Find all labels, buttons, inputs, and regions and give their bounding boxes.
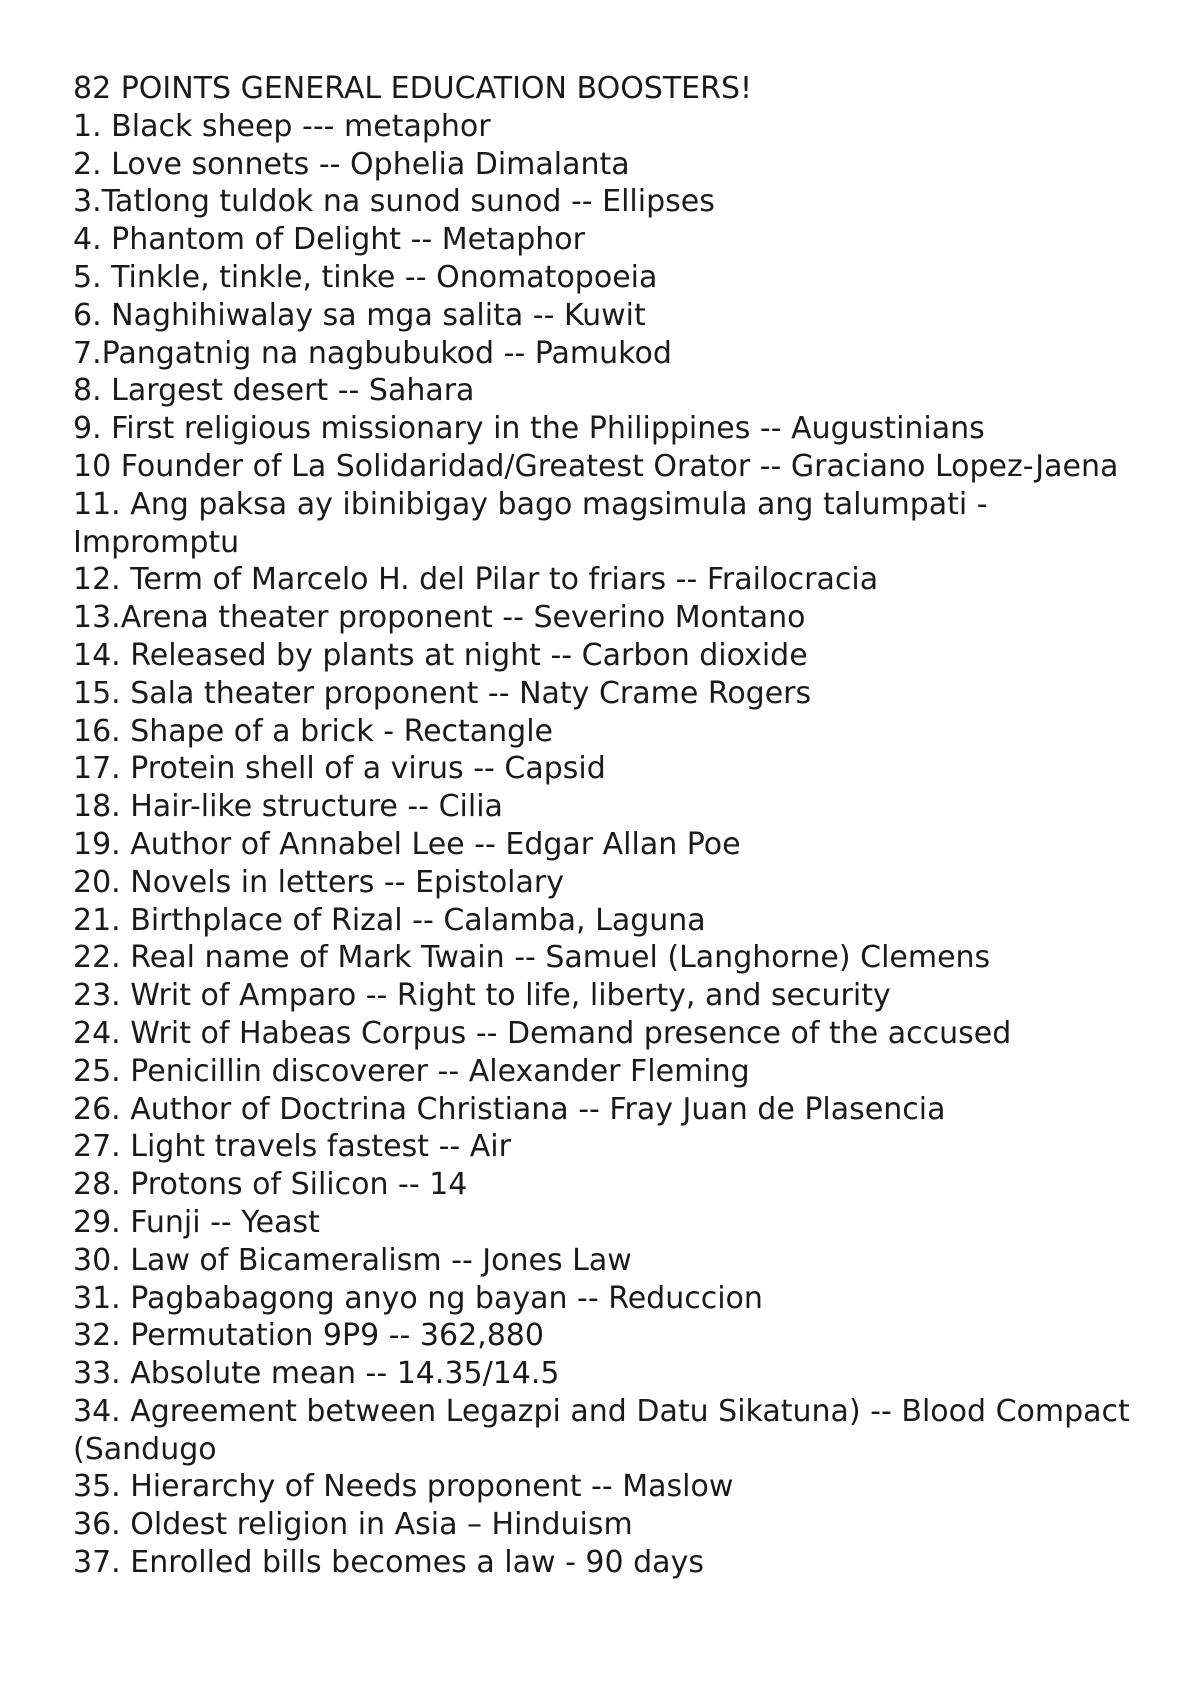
- list-item: 15. Sala theater proponent -- Naty Crame Rogers: [73, 675, 812, 711]
- list-item: 30. Law of Bicameralism -- Jones Law: [73, 1242, 632, 1278]
- list-item: 19. Author of Annabel Lee -- Edgar Allan Poe: [73, 826, 741, 862]
- list-item: 34. Agreement between Legazpi and Datu Sikatuna) -- Blood Compact (Sandugo: [73, 1393, 1130, 1467]
- list-item: 18. Hair-like structure -- Cilia: [73, 789, 503, 825]
- list-item: 12. Term of Marcelo H. del Pilar to friars -- Frailocracia: [73, 562, 879, 598]
- list-item: 23. Writ of Amparo -- Right to life, liberty, and security: [73, 978, 891, 1014]
- list-item: 29. Funji -- Yeast: [73, 1204, 320, 1240]
- list-item: 7.Pangatnig na nagbubukod -- Pamukod: [73, 335, 672, 371]
- document-body: [73, 70, 1133, 1582]
- list-item: 11. Ang paksa ay ibinibigay bago magsimula ang talumpati - Impromptu: [73, 486, 988, 560]
- list-item: 32. Permutation 9P9 -- 362,880: [73, 1318, 544, 1354]
- list-item: 1. Black sheep --- metaphor: [73, 108, 491, 144]
- list-item: 10 Founder of La Solidaridad/Greatest Orator -- Graciano Lopez-Jaena: [73, 448, 1119, 484]
- list-item: 31. Pagbabagong anyo ng bayan -- Reduccion: [73, 1280, 763, 1316]
- list-item: 3.Tatlong tuldok na sunod sunod -- Ellipses: [73, 184, 715, 220]
- list-item: 6. Naghihiwalay sa mga salita -- Kuwit: [73, 297, 646, 333]
- list-item: 16. Shape of a brick - Rectangle: [73, 713, 554, 749]
- list-item: 13.Arena theater proponent -- Severino Montano: [73, 600, 806, 636]
- list-item: 26. Author of Doctrina Christiana -- Fray Juan de Plasencia: [73, 1091, 946, 1127]
- list-item: 9. First religious missionary in the Philippines -- Augustinians: [73, 411, 985, 447]
- list-item: 22. Real name of Mark Twain -- Samuel (Langhorne) Clemens: [73, 940, 991, 976]
- list-item: 5. Tinkle, tinkle, tinke -- Onomatopoeia: [73, 259, 658, 295]
- list-item: 17. Protein shell of a virus -- Capsid: [73, 751, 606, 787]
- document-title: 82 POINTS GENERAL EDUCATION BOOSTERS!: [73, 71, 753, 106]
- list-item: 33. Absolute mean -- 14.35/14.5: [73, 1356, 560, 1392]
- list-item: 8. Largest desert -- Sahara: [73, 373, 475, 409]
- list-item: 21. Birthplace of Rizal -- Calamba, Laguna: [73, 902, 706, 938]
- list-item: 14. Released by plants at night -- Carbon dioxide: [73, 637, 808, 673]
- list-item: 28. Protons of Silicon -- 14: [73, 1167, 468, 1203]
- list-item: 25. Penicillin discoverer -- Alexander Fleming: [73, 1053, 750, 1089]
- list-item: 36. Oldest religion in Asia – Hinduism: [73, 1507, 633, 1543]
- list-item: 27. Light travels fastest -- Air: [73, 1129, 511, 1165]
- list-item: 20. Novels in letters -- Epistolary: [73, 864, 564, 900]
- list-item: 35. Hierarchy of Needs proponent -- Maslow: [73, 1469, 734, 1505]
- list-item: 37. Enrolled bills becomes a law - 90 days: [73, 1545, 704, 1581]
- list-item: 4. Phantom of Delight -- Metaphor: [73, 222, 585, 258]
- list-item: 2. Love sonnets -- Ophelia Dimalanta: [73, 146, 630, 182]
- list-item: 24. Writ of Habeas Corpus -- Demand presence of the accused: [73, 1015, 1012, 1051]
